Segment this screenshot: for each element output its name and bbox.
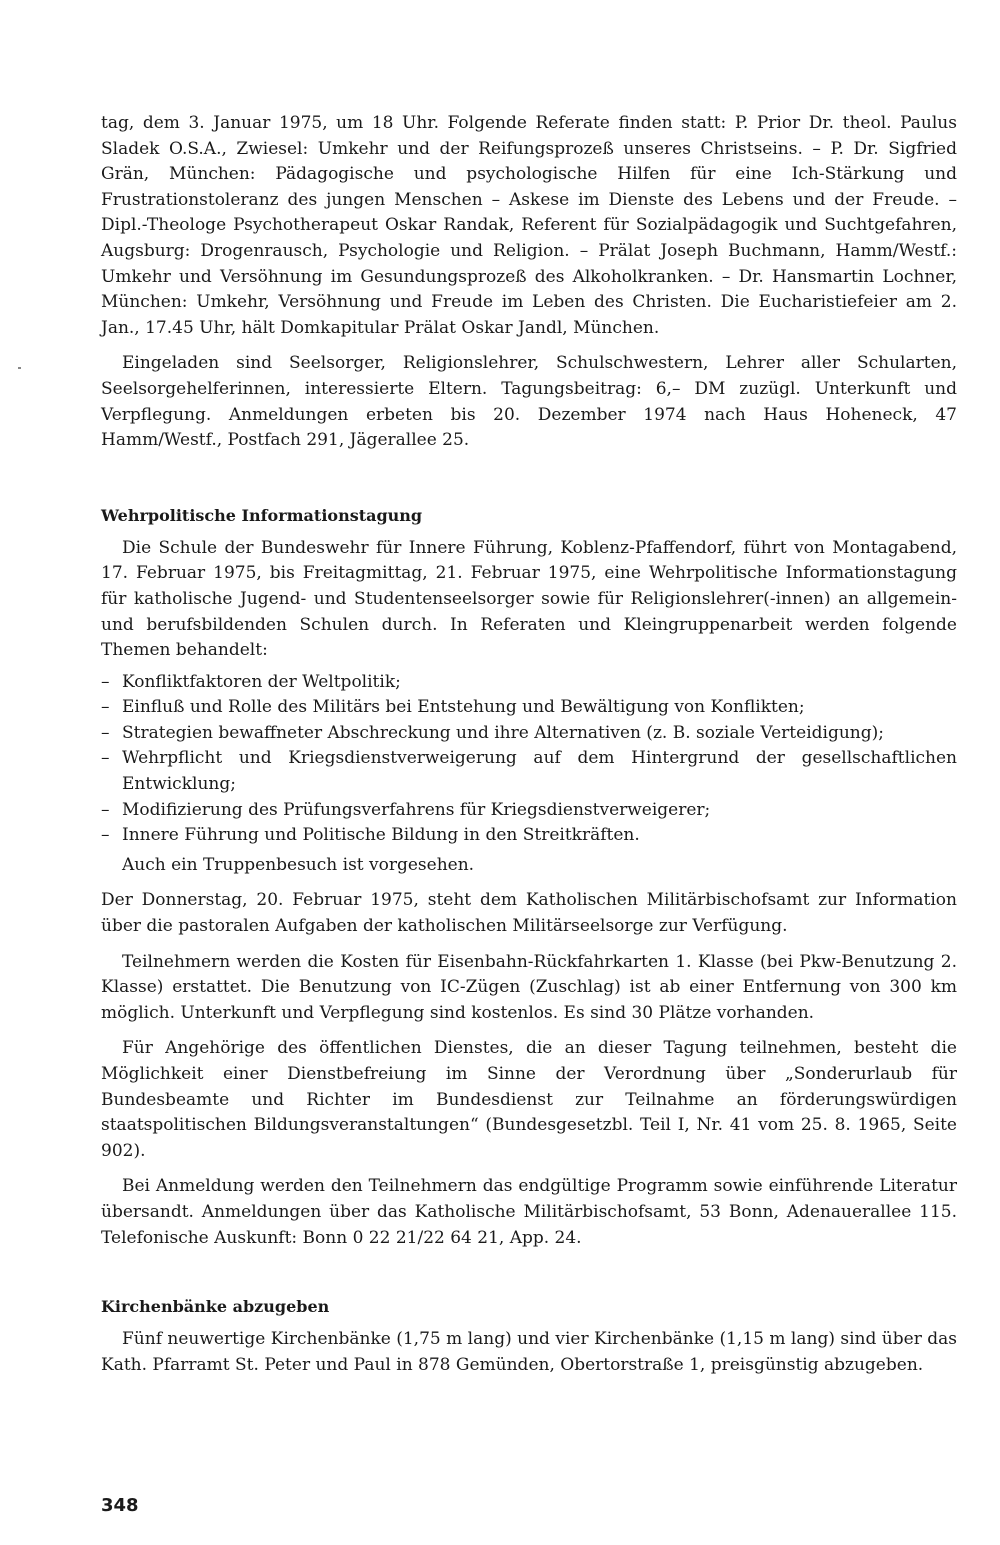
topics-list: [101, 670, 957, 849]
list-item: – Einfluß und Rolle des Militärs bei Entstehung und Bewältigung von Konflikten;: [101, 695, 957, 721]
page-content: [101, 111, 957, 1378]
paragraph-dienstbefreiung: Für Angehörige des öffentlichen Dienstes, die an dieser Tagung teilnehmen, besteht die Möglichkeit einer Dienstbefreiung im Sinne der Verordnung über „Sonderurlaub für Bundesbeamte und Richter im Bundesdienst zur Teilnahme an förderungswürdigen staatspolitischen Bildungsveranstaltungen“ (Bundesgesetzbl. Teil I, Nr. 41 vom 25. 8. 1965, Seite 902).: [101, 1038, 957, 1161]
heading-kirchenbaenke: Kirchenbänke abzugeben: [101, 1297, 330, 1317]
paragraph-program: tag, dem 3. Januar 1975, um 18 Uhr. Folgende Referate finden statt: P. Prior Dr. theol. Paulus Sladek O.S.A., Zwiesel: Umkehr und der Reifungsprozeß unseres Christseins. – P. Dr. Sigfried Grän, München: Pädagogische und psychologische Hilfen für eine Ich-Stärkung und Frustrationstoleranz des jungen Menschen – Askese im Dienste des Lebens und der Freude. – Dipl.-Theologe Psychotherapeut Oskar Randak, Referent für Sozialpädagogik und Suchtgefahren, Augsburg: Drogenrausch, Psychologie und Religion. – Prälat Joseph Buchmann, Hamm/Westf.: Umkehr und Versöhnung im Gesundungsprozeß des Alkoholkranken. – Dr. Hansmartin Lochner, München: Umkehr, Versöhnung und Freude im Leben des Christen. Die Eucharistiefeier am 2. Jan., 17.45 Uhr, hält Domkapitular Prälat Oskar Jandl, München.: [101, 113, 957, 338]
list-item: – Konfliktfaktoren der Weltpolitik;: [101, 670, 957, 696]
paragraph-donnerstag: Der Donnerstag, 20. Februar 1975, steht dem Katholischen Militärbischofsamt zur Information über die pastoralen Aufgaben der katholischen Militärseelsorge zur Verfügung.: [101, 890, 957, 937]
list-item: – Wehrpflicht und Kriegsdienstverweigerung auf dem Hintergrund der gesellschaftlichen Entwicklung;: [101, 746, 957, 797]
paragraph-invitation: Eingeladen sind Seelsorger, Religionslehrer, Schulschwestern, Lehrer aller Schularten, Seelsorgehelferinnen, interessierte Eltern. Tagungsbeitrag: 6,– DM zuzügl. Unterkunft und Verpflegung. Anmeldungen erbeten bis 20. Dezember 1974 nach Haus Hoheneck, 47 Hamm/Westf., Postfach 291, Jägerallee 25.: [101, 353, 957, 451]
page-number: 348: [101, 1495, 139, 1516]
list-item: – Strategien bewaffneter Abschreckung und ihre Alternativen (z. B. soziale Verteidigung);: [101, 721, 957, 747]
scan-speck: [18, 367, 21, 369]
paragraph-intro: Die Schule der Bundeswehr für Innere Führung, Koblenz-Pfaffendorf, führt von Montagabend, 17. Februar 1975, bis Freitagmittag, 21. Februar 1975, eine Wehrpolitische Informationstagung für katholische Jugend- und Studentenseelsorger sowie für Religionslehrer(-innen) an allgemein- und berufsbildenden Schulen durch. In Referaten und Kleingruppenarbeit werden folgende Themen behandelt:: [101, 537, 957, 661]
paragraph-truppenbesuch: Auch ein Truppenbesuch ist vorgesehen.: [122, 854, 475, 875]
paragraph-anmeldung: Bei Anmeldung werden den Teilnehmern das endgültige Programm sowie einführende Literatur übersandt. Anmeldungen über das Katholische Militärbischofsamt, 53 Bonn, Adenauerallee 115. Telefonische Auskunft: Bonn 0 22 21/22 64 21, App. 24.: [101, 1176, 957, 1248]
list-item: – Innere Führung und Politische Bildung in den Streitkräften.: [101, 823, 957, 849]
list-item: – Modifizierung des Prüfungsverfahrens für Kriegsdienstverweigerer;: [101, 798, 957, 824]
paragraph-kirchenbaenke: Fünf neuwertige Kirchenbänke (1,75 m lang) und vier Kirchenbänke (1,15 m lang) sind über das Kath. Pfarramt St. Peter und Paul in 878 Gemünden, Obertorstraße 1, preisgünstig abzugeben.: [101, 1329, 957, 1375]
paragraph-kosten: Teilnehmern werden die Kosten für Eisenbahn-Rückfahrkarten 1. Klasse (bei Pkw-Benutzung 2. Klasse) erstattet. Die Benutzung von IC-Zügen (Zuschlag) ist ab einer Entfernung von 300 km möglich. Unterkunft und Verpflegung sind kostenlos. Es sind 30 Plätze vorhanden.: [101, 951, 957, 1023]
heading-wehrpolitische-informationstagung: Wehrpolitische Informationstagung: [101, 505, 423, 525]
